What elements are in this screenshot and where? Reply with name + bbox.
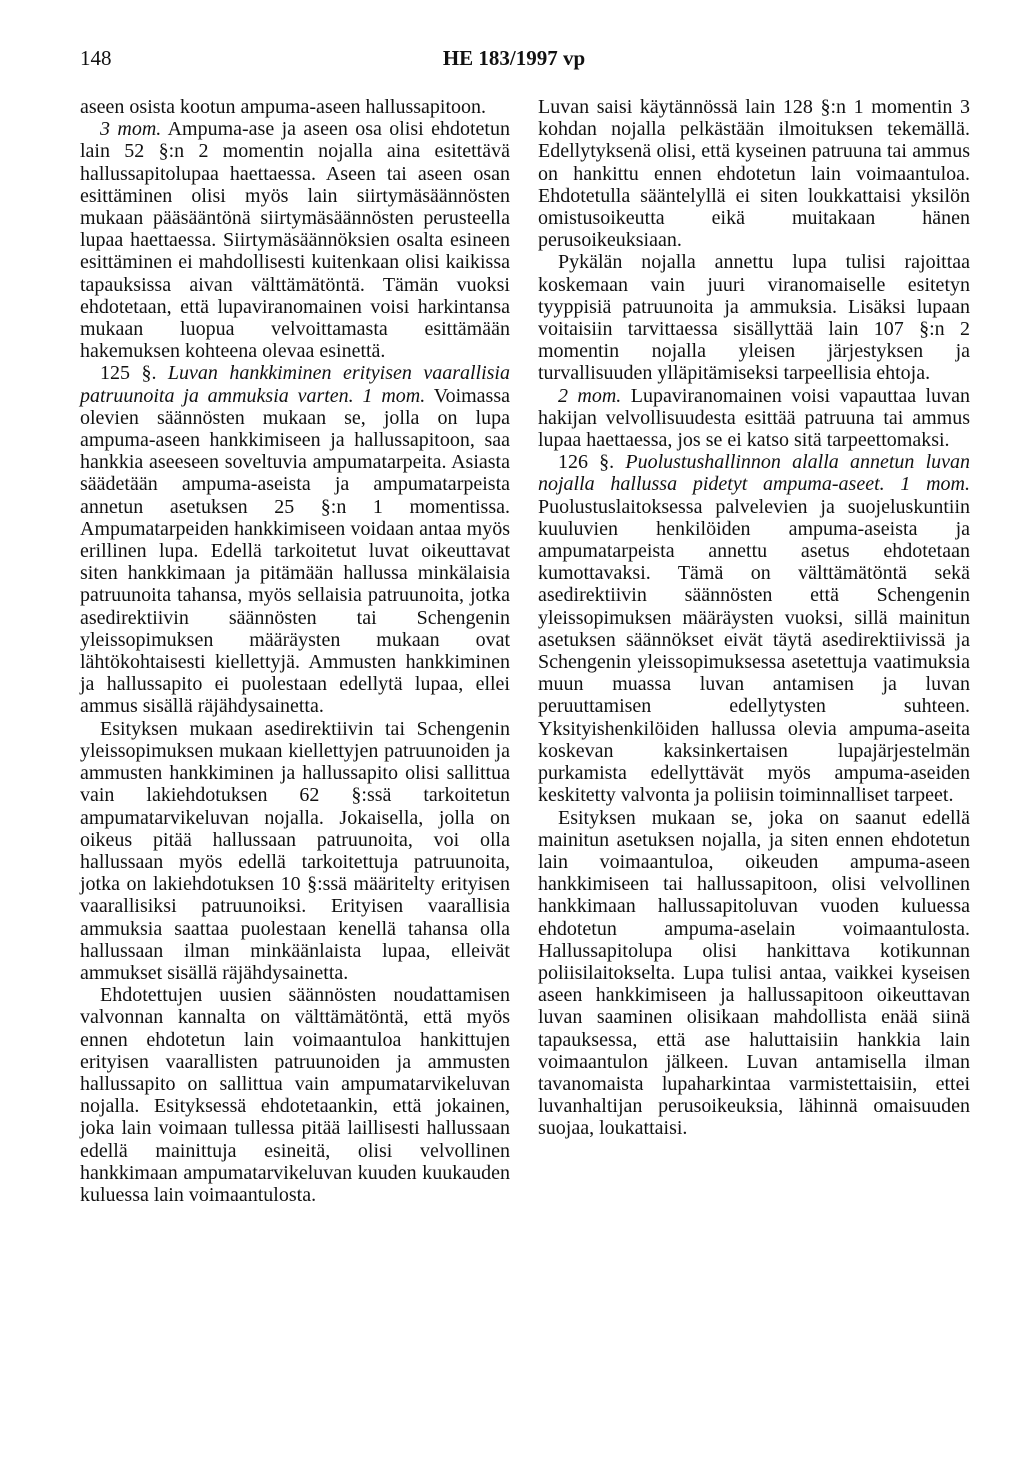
- paragraph: [80, 718, 510, 984]
- italic-text: 1 mom.: [362, 384, 426, 407]
- paragraph: [80, 118, 510, 362]
- italic-text: 3 mom.: [100, 118, 162, 141]
- paragraph: [538, 807, 970, 1140]
- italic-text: 2 mom.: [558, 384, 622, 407]
- paragraph: [538, 385, 970, 452]
- right-text-column: [538, 96, 970, 1140]
- body-text: Esityksen mukaan se, joka on saanut edellä mainitun asetuksen nojalla, ja siten ennen ehdotetun lain voimaantuloa, oikeuden ampuma-aseen hankkimiseen tai hallussapitoon, olisi velvollinen hankkimaan hallussapitoluvan vuoden kuluessa ehdotetun ampuma-aselain voimaantulosta. Hallussapitolupa olisi hankittava kotikunnan poliisilaitokselta. Lupa tulisi antaa, vaikkei kyseisen aseen hankkimiseen ja hallussapitoon oikeuttavan luvan saaminen olisikaan mahdollista enää siinä tapauksessa, että ase haluttaisiin hankkia lain voimaantulon jälkeen. Luvan antamisella ilman tavanomaista lupaharkintaa varmistettaisiin, ettei luvanhaltijan perusoikeuksia, lähinnä omaisuuden suojaa, loukattaisi.: [538, 806, 970, 1140]
- body-text: Puolustuslaitoksessa palvelevien ja suojeluskuntiin kuuluvien henkilöiden ampuma-aseista ja ampumatarpeista annettu asetus ehdotetaan kumottavaksi. Tämä on välttämätöntä sekä asedirektiivin säännösten että Schengenin yleissopimuksen määräysten vuoksi, sillä mainitun asetuksen säännökset eivät täytä asedirektiivissä ja Schengenin yleissopimuksessa asetettuja vaatimuksia muun muassa luvan antamisen ja luvan peruuttamisen edellytysten suhteen. Yksityishenkilöiden hallussa olevia ampuma-aseita koskevan kaksinkertaisen lupajärjestelmän purkamista edellyttävät myös ampuma-aseiden keskitetty valvonta ja poliisin toiminnalliset tarpeet.: [538, 495, 970, 807]
- paragraph: [538, 96, 970, 251]
- body-text: Ampuma-ase ja aseen osa olisi ehdotetun lain 52 §:n 2 momentin nojalla aina esitettävä hallussapitolupaa haettaessa. Aseen tai aseen osan esittäminen olisi myös lain siirtymäsäännösten mukaan pääsääntönä siirtymäsäännösten perusteella lupaa haettaessa. Siirtymäsäännöksien osalta esineen esittäminen ei mahdollisesti kuitenkaan olisi kaikissa tapauksissa aivan välttämätöntä. Tämän vuoksi ehdotetaan, että lupaviranomainen voisi harkintansa mukaan luopua velvoittamasta esittämään hakemuksen kohteena olevaa esinettä.: [80, 118, 510, 363]
- body-text: Luvan saisi käytännössä lain 128 §:n 1 momentin 3 kohdan nojalla pelkästään ilmoituksen tekemällä. Edellytyksenä olisi, että kyseinen patruuna tai ammus on hankittu ennen ehdotetun lain voimaantuloa. Ehdotetulla sääntelyllä ei siten loukkattaisi yksilön omistusoikeutta eikä muitakaan hänen perusoikeuksiaan.: [538, 96, 970, 252]
- paragraph: [80, 362, 510, 717]
- page-number: 148: [80, 46, 112, 70]
- paragraph: [80, 984, 510, 1206]
- body-text: Voimassa olevien säännösten mukaan se, jolla on lupa ampuma-aseen hankkimiseen ja hallussapitoon, saa hankkia aseeseen soveltuvia ampumatarpeita. Asiasta säädetään ampuma-aseista ja ampumatarpeista annetun asetuksen 25 §:n 1 momentissa. Ampumatarpeiden hankkimiseen voidaan antaa myös erillinen lupa. Edellä tarkoitetut luvat oikeuttavat siten hankkimaan ja pitämään hallussa minkälaisia patruunoita tahansa, myös sellaisia patruunoita, jotka asedirektiivin säännösten tai Schengenin yleissopimuksen määräysten mukaan ovat lähtökohtaisesti kiellettyjä. Ammusten hankkiminen ja hallussapito ei puolestaan edellytä lupaa, ellei ammus sisällä räjähdysainetta.: [80, 384, 510, 718]
- body-text: [354, 385, 363, 407]
- italic-text: Puolustushallinnon alalla annetun luvan nojalla hallussa pidetyt ampuma-aseet. 1 mom.: [538, 451, 970, 496]
- body-text: aseen osista kootun ampuma-aseen hallussapitoon.: [80, 96, 487, 118]
- document-id: HE 183/1997 vp: [442, 46, 586, 70]
- page-header: [80, 46, 948, 76]
- body-text: Pykälän nojalla annettu lupa tulisi rajoittaa koskemaan vain juuri viranomaiselle esitetyn tyyppisiä patruunoita ja ammuksia. Lisäksi lupaan voitaisiin tarvittaessa sisällyttää lain 107 §:n 2 momentin nojalla yleisen järjestyksen ja turvallisuuden ylläpitämiseksi tarpeellisia ehtoja.: [538, 251, 970, 385]
- italic-text: Luvan hankkiminen erityisen vaarallisia patruunoita ja ammuksia varten.: [80, 362, 510, 407]
- body-text: 126 §.: [558, 451, 626, 474]
- paragraph: [538, 251, 970, 384]
- body-text: Lupaviranomainen voisi vapauttaa luvan hakijan velvollisuudesta esittää patruuna tai ammus lupaa haettaessa, jos se ei katso sitä tarpeettomaksi.: [538, 384, 970, 452]
- paragraph: [80, 96, 510, 118]
- left-text-column: [80, 96, 510, 1206]
- paragraph: [538, 451, 970, 806]
- body-text: 125 §.: [100, 362, 168, 385]
- body-text: Ehdotettujen uusien säännösten noudattamisen valvonnan kannalta on välttämätöntä, että myös ennen ehdotetun lain voimaantuloa hankittujen erityisen vaarallisten patruunoiden ja ammusten hallussapito on sallittua vain ampumatarvikeluvan nojalla. Esityksessä ehdotetaankin, että jokainen, joka lain voimaan tullessa pitää laillisesti hallussaan edellä mainittuja esineitä, olisi velvollinen hankkimaan ampumatarvikeluvan kuuden kuukauden kuluessa lain voimaantulosta.: [80, 984, 510, 1206]
- body-text: Esityksen mukaan asedirektiivin tai Schengenin yleissopimuksen mukaan kiellettyjen patruunoiden ja ammusten hankkiminen ja hallussapito olisi sallittua vain lakiehdotuksen 62 §:ssä tarkoitetun ampumatarvikeluvan nojalla. Jokaisella, jolla on oikeus pitää hallussaan patruunoita, voi olla hallussaan myös edellä tarkoitettuja patruunoita, jotka on lakiehdotuksen 10 §:ssä määritelty erityisen vaarallisiksi patruunoiksi. Erityisen vaarallisia ammuksia saattaa puolestaan kenellä tahansa olla hallussaan ilman minkäänlaista lupaa, elleivät ammukset sisällä räjähdysainetta.: [80, 717, 510, 984]
